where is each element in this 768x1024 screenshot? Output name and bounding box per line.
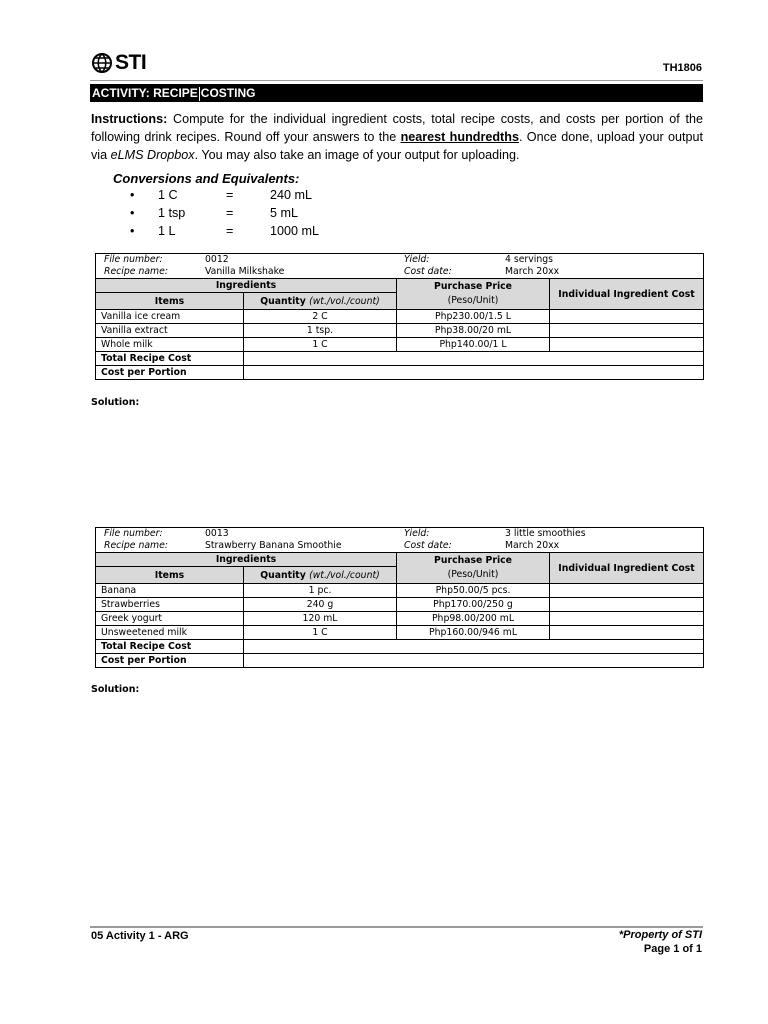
conversion-equals: = [226,188,234,202]
item-name: Unsweetened milk [96,626,244,640]
item-price: Php98.00/200 mL [397,612,550,626]
quantity-label: Quantity [260,569,306,581]
recipe-name-label: Recipe name: [104,266,168,277]
item-quantity: 240 g [244,598,397,612]
recipe-costing-table [95,527,704,668]
purchase-price-header [397,553,550,584]
recipe-name-value: Strawberry Banana Smoothie [205,540,342,551]
file-number-value: 0012 [205,254,229,265]
recipe-name-label: Recipe name: [104,540,168,551]
conversion-equals: = [226,206,234,220]
activity-title-part2: COSTING [200,86,256,100]
conversion-item [130,206,350,224]
item-cost-cell [550,324,704,338]
cost-per-portion-cell [244,366,704,380]
logo-text: STI [115,51,147,74]
item-cost-cell [550,598,704,612]
bullet: • [130,224,135,238]
instructions-text-2: . Once done, upload your output via [91,130,703,162]
cost-per-portion-label: Cost per Portion [96,366,244,380]
item-name: Vanilla extract [96,324,244,338]
yield-value: 3 little smoothies [505,528,586,539]
total-recipe-cost-cell [244,640,704,654]
item-cost-cell [550,338,704,352]
activity-title-part1: ACTIVITY: RECIPE [92,86,198,100]
conversions-list [130,188,350,242]
conversion-equals: = [226,224,234,238]
item-name: Whole milk [96,338,244,352]
title-separator [199,87,200,101]
meta-row [96,254,704,267]
purchase-price-unit: (Peso/Unit) [447,569,499,580]
footer-page-number: Page 1 of 1 [643,943,702,955]
item-quantity: 120 mL [244,612,397,626]
item-name: Banana [96,584,244,598]
item-quantity: 1 pc. [244,584,397,598]
item-cost-cell [550,626,704,640]
purchase-price-unit: (Peso/Unit) [447,295,499,306]
cost-per-portion-label: Cost per Portion [96,654,244,668]
portion-row [96,654,704,668]
yield-label: Yield: [404,528,430,539]
item-name: Strawberries [96,598,244,612]
item-price: Php230.00/1.5 L [397,310,550,324]
item-price: Php160.00/946 mL [397,626,550,640]
conversion-right: 1000 mL [270,224,320,238]
cost-date-label: Cost date: [404,266,452,277]
item-name: Vanilla ice cream [96,310,244,324]
item-cost-cell [550,584,704,598]
footer-property: *Property of STI [618,929,702,941]
conversions-title: Conversions and Equivalents: [113,171,300,186]
item-cost-cell [550,612,704,626]
conversion-right: 5 mL [270,206,298,220]
purchase-price-label: Purchase Price [434,281,512,292]
table-row [96,612,704,626]
yield-label: Yield: [404,254,430,265]
instructions-label: Instructions: [91,112,168,126]
instructions-emphasis: nearest hundredths [400,130,519,144]
individual-cost-header: Individual Ingredient Cost [550,553,704,584]
conversion-left: 1 tsp [158,206,186,220]
meta-row [96,266,704,279]
table-row [96,626,704,640]
items-header: Items [96,293,244,310]
cost-date-value: March 20xx [505,266,560,277]
quantity-unit: (wt./vol./count) [309,295,380,307]
activity-title-bar [90,84,703,102]
portion-row [96,366,704,380]
cost-per-portion-cell [244,654,704,668]
bullet: • [130,206,135,220]
quantity-label: Quantity [260,295,306,307]
cost-date-value: March 20xx [505,540,560,551]
conversion-item [130,188,350,206]
purchase-price-label: Purchase Price [434,555,512,566]
instructions-text-1: Compute for the individual ingredient costs, total recipe costs, and costs per portion of the following drink recipes. Round off your answers to the [91,112,703,144]
file-number-label: File number: [104,528,163,539]
item-name: Greek yogurt [96,612,244,626]
meta-row [96,528,704,541]
item-price: Php170.00/250 g [397,598,550,612]
table-row [96,584,704,598]
conversion-left: 1 L [158,224,176,238]
sti-logo [91,51,146,75]
conversion-item [130,224,350,242]
items-header: Items [96,567,244,584]
cost-date-label: Cost date: [404,540,452,551]
item-price: Php140.00/1 L [397,338,550,352]
total-recipe-cost-label: Total Recipe Cost [96,352,244,366]
item-cost-cell [550,310,704,324]
solution-label: Solution: [91,397,140,408]
elms-dropbox-text: eLMS Dropbox [110,148,195,162]
item-price: Php38.00/20 mL [397,324,550,338]
table-row [96,338,704,352]
individual-cost-header: Individual Ingredient Cost [550,279,704,310]
table-row [96,598,704,612]
quantity-header [244,567,397,584]
file-number-value: 0013 [205,528,229,539]
ingredients-header: Ingredients [96,553,397,567]
file-number-label: File number: [104,254,163,265]
quantity-header [244,293,397,310]
item-quantity: 1 tsp. [244,324,397,338]
meta-row [96,540,704,553]
total-row [96,352,704,366]
conversion-right: 240 mL [270,188,313,202]
conversion-left: 1 C [158,188,178,202]
footer-activity-code: 05 Activity 1 - ARG [91,930,189,942]
footer-divider [90,926,703,928]
recipe-costing-table [95,253,704,380]
document-code: TH1806 [662,62,702,74]
instructions-paragraph [91,110,703,164]
purchase-price-header [397,279,550,310]
yield-value: 4 servings [505,254,553,265]
item-quantity: 1 C [244,626,397,640]
recipe-name-value: Vanilla Milkshake [205,266,285,277]
quantity-unit: (wt./vol./count) [309,569,380,581]
globe-icon [91,52,113,74]
header-divider [90,80,703,81]
total-recipe-cost-label: Total Recipe Cost [96,640,244,654]
solution-label: Solution: [91,684,140,695]
bullet: • [130,188,135,202]
instructions-text-3: . You may also take an image of your output for uploading. [194,148,520,162]
item-quantity: 2 C [244,310,397,324]
total-row [96,640,704,654]
item-price: Php50.00/5 pcs. [397,584,550,598]
total-recipe-cost-cell [244,352,704,366]
ingredients-header: Ingredients [96,279,397,293]
table-row [96,310,704,324]
table-row [96,324,704,338]
item-quantity: 1 C [244,338,397,352]
